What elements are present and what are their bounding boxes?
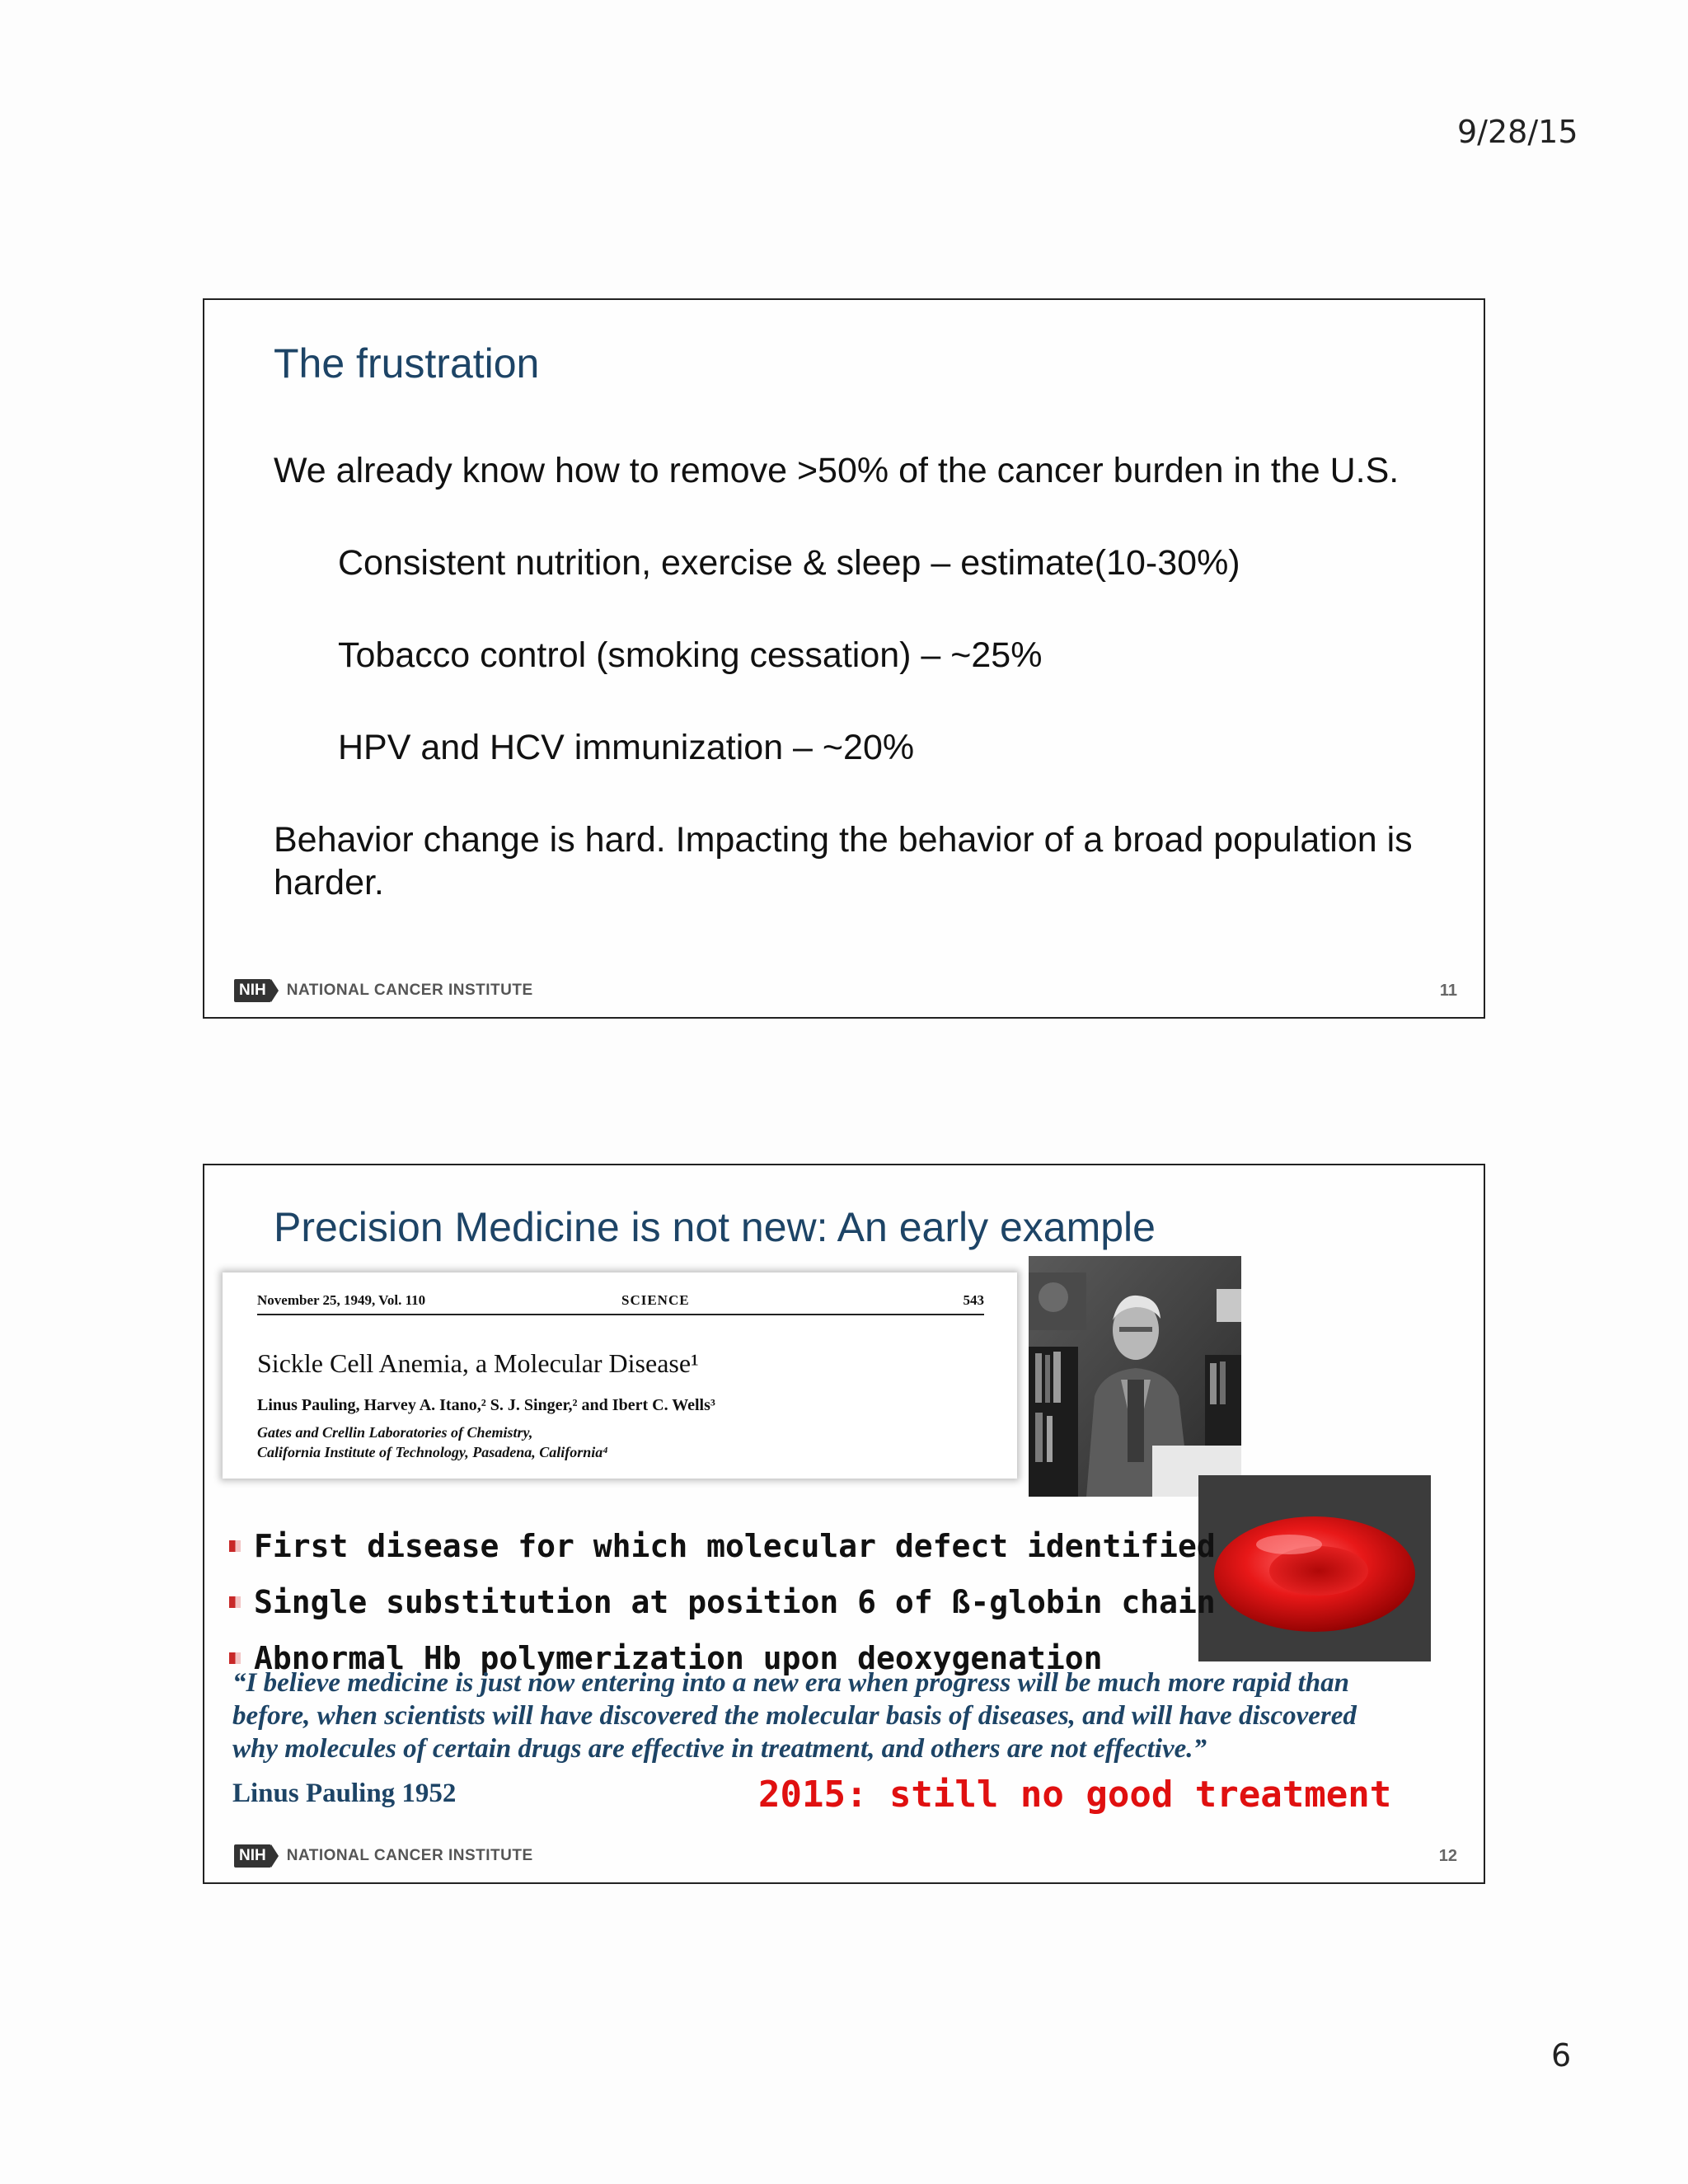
bullet-text: Single substitution at position 6 of ß-globin chain (254, 1584, 1216, 1620)
behavior-statement: Behavior change is hard. Impacting the behavior of a broad population is (274, 820, 1413, 860)
bullet-text: Abnormal Hb polymerization upon deoxygenation (254, 1640, 1103, 1676)
nih-logo-box: NIH (234, 1844, 271, 1868)
sub-point-immunization: HPV and HCV immunization – ~20% (338, 728, 915, 767)
page-date: 9/28/15 (1457, 114, 1578, 150)
paper-journal: SCIENCE (621, 1292, 690, 1308)
slide-title: The frustration (274, 340, 540, 387)
pauling-quote: “I believe medicine is just now entering into a new era when progress will be much more rapid than before, when scientists will have discovered the molecular basis of diseases, and will have discovered why molecules of certain drugs are effective in treatment, and others are not effective.” (232, 1668, 1357, 1764)
nci-logo (234, 1844, 533, 1868)
paper-clipping (223, 1272, 1017, 1479)
sub-point-nutrition: Consistent nutrition, exercise & sleep – estimate(10-30%) (338, 543, 1240, 583)
bullet-marker-icon (229, 1652, 241, 1664)
slide-12 (203, 1164, 1485, 1884)
bullet-marker-icon (229, 1596, 241, 1608)
nci-logo (234, 979, 533, 1002)
bullet-item (229, 1528, 1216, 1564)
paper-authors: Linus Pauling, Harvey A. Itano,² S. J. Singer,² and Ibert C. Wells³ (257, 1396, 715, 1414)
nih-logo-box: NIH (234, 979, 271, 1002)
pauling-portrait-photo (1029, 1256, 1241, 1497)
bullet-text: First disease for which molecular defect identified (254, 1528, 1216, 1564)
nci-label: NATIONAL CANCER INSTITUTE (286, 982, 533, 999)
paper-affiliation-2: California Institute of Technology, Pasadena, California⁴ (257, 1444, 608, 1460)
paper-date: November 25, 1949, Vol. 110 (257, 1292, 426, 1308)
red-blood-cell-image (1198, 1475, 1431, 1661)
sub-point-tobacco: Tobacco control (smoking cessation) – ~25% (338, 635, 1043, 675)
paper-page-number: 543 (963, 1292, 984, 1308)
treatment-note: 2015: still no good treatment (758, 1774, 1392, 1816)
paper-affiliation: Gates and Crellin Laboratories of Chemistry, (257, 1424, 533, 1441)
paper-title: Sickle Cell Anemia, a Molecular Disease¹ (257, 1348, 699, 1378)
bullet-item (229, 1584, 1216, 1620)
slide-title: Precision Medicine is not new: An early example (274, 1204, 1156, 1250)
slide-number: 12 (1438, 1847, 1457, 1865)
nci-label: NATIONAL CANCER INSTITUTE (286, 1847, 533, 1864)
bullet-marker-icon (229, 1540, 241, 1552)
slide-number: 11 (1439, 982, 1457, 1000)
nih-chevron-icon (271, 979, 279, 1002)
paper-header (257, 1289, 984, 1315)
slide-11 (203, 298, 1485, 1019)
quote-author: Linus Pauling 1952 (232, 1779, 457, 1808)
nih-chevron-icon (271, 1844, 279, 1868)
page-number: 6 (1551, 2037, 1572, 2074)
behavior-statement-cont: harder. (274, 863, 384, 902)
main-statement: We already know how to remove >50% of the cancer burden in the U.S. (274, 451, 1400, 490)
